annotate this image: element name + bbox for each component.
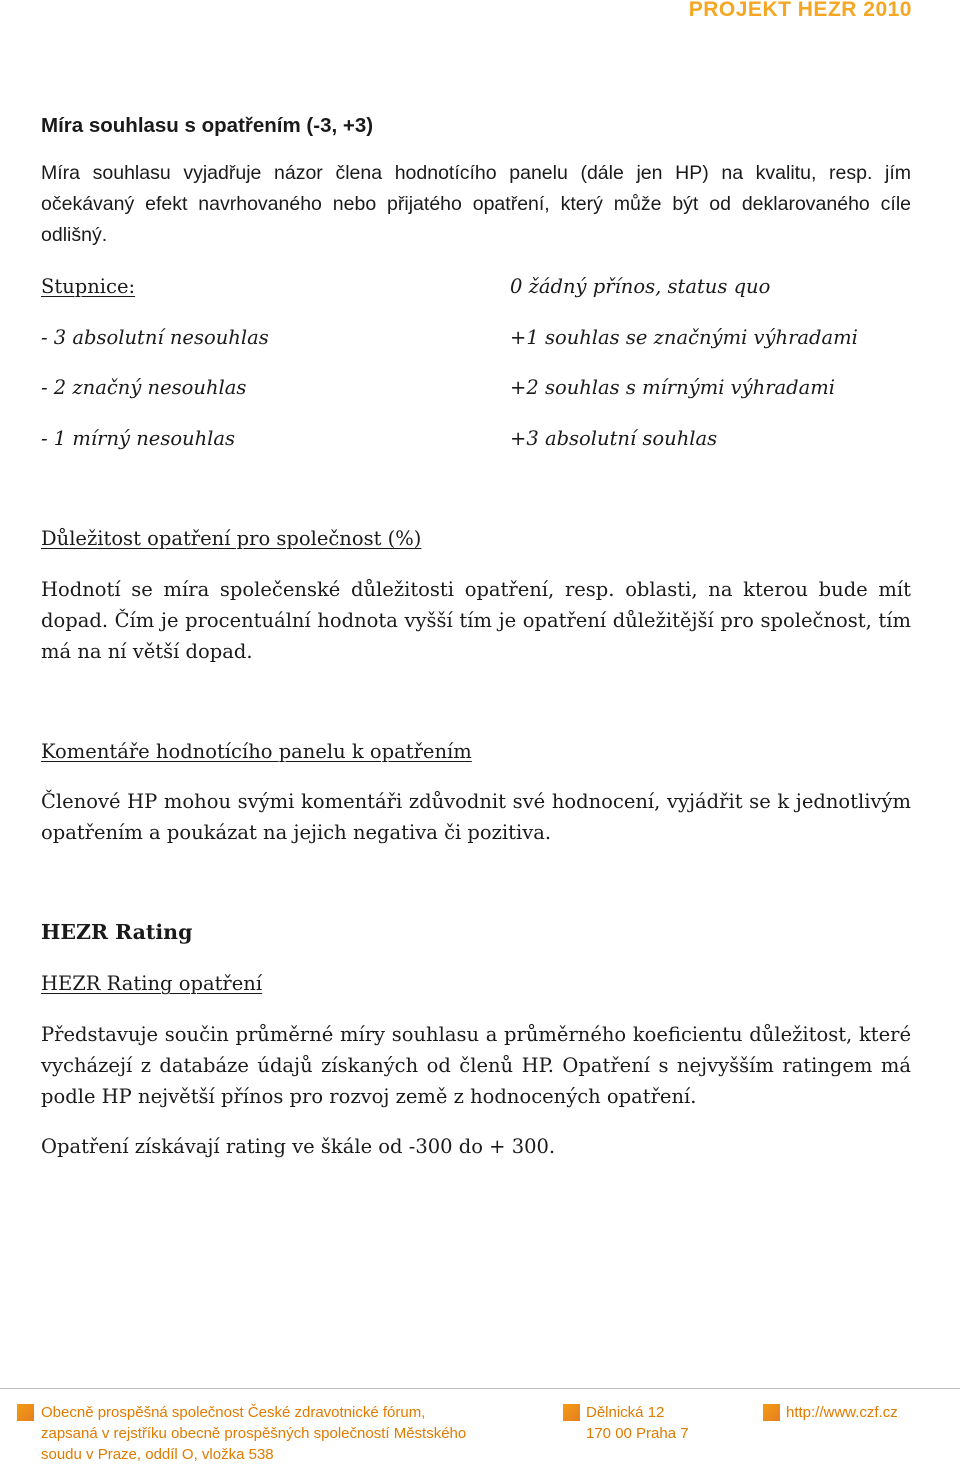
footer-org-line3: soudu v Praze, oddíl O, vložka 538 (41, 1446, 274, 1463)
rating-subheading: HEZR Rating opatření (41, 972, 263, 995)
scale-label: Stupnice: (41, 275, 136, 298)
footer-org-line2: zapsaná v rejstříku obecně prospěšných společností Městského (41, 1425, 467, 1442)
scale-item-plus2: +2 souhlas s mírnými výhradami (510, 376, 836, 399)
section-title-agreement: Míra souhlasu s opatřením (-3, +3) (41, 114, 374, 137)
scale-item-minus2: - 2 značný nesouhlas (41, 376, 247, 399)
rating-title: HEZR Rating (41, 920, 193, 944)
footer-org-line1: Obecně prospěšná společnost České zdravotnické fórum, (41, 1404, 426, 1421)
importance-paragraph: Hodnotí se míra společenské důležitosti opatření, resp. oblasti, na kterou bude mít dopad. Čím je procentuální hodnota vyšší tím je opatření důležitější pro společnost, tím má na ní větší dopad. (41, 578, 911, 663)
comments-heading: Komentáře hodnotícího panelu k opatřením (41, 740, 472, 763)
comments-paragraph: Členové HP mohou svými komentáři zdůvodnit své hodnocení, vyjádřit se k jednotlivým opatřením a poukázat na jejich negativa či pozitiva. (41, 790, 911, 844)
footer-bullet-icon (17, 1404, 34, 1421)
header-brand: PROJEKT HEZR 2010 (688, 0, 912, 21)
footer-bullet-icon (563, 1404, 580, 1421)
footer-website-link[interactable]: http://www.czf.cz (786, 1404, 898, 1421)
footer-divider (0, 1388, 960, 1389)
scale-item-plus1: +1 souhlas se značnými výhradami (510, 326, 858, 349)
scale-item-plus3: +3 absolutní souhlas (510, 427, 718, 450)
rating-range-paragraph: Opatření získávají rating ve škále od -300 do + 300. (41, 1135, 556, 1158)
scale-item-zero: 0 žádný přínos, status quo (510, 275, 771, 298)
footer-address-street: Dělnická 12 (586, 1404, 665, 1421)
scale-item-minus1: - 1 mírný nesouhlas (41, 427, 236, 450)
footer-bullet-icon (763, 1404, 780, 1421)
scale-item-minus3: - 3 absolutní nesouhlas (41, 326, 269, 349)
footer-address-city: 170 00 Praha 7 (586, 1425, 689, 1442)
importance-heading: Důležitost opatření pro společnost (%) (41, 527, 422, 550)
rating-paragraph: Představuje součin průměrné míry souhlasu a průměrného koeficientu důležitost, které vycházejí z databáze údajů získaných od členů HP. Opatření s nejvyšším ratingem má podle HP největší přínos pro rozvoj země z hodnocených opatření. (41, 1023, 911, 1108)
agreement-paragraph: Míra souhlasu vyjadřuje názor člena hodnotícího panelu (dále jen HP) na kvalitu, resp. jím očekávaný efekt navrhovaného nebo přijatého opatření, který může být od deklarovaného cíle odlišný. (41, 162, 911, 246)
